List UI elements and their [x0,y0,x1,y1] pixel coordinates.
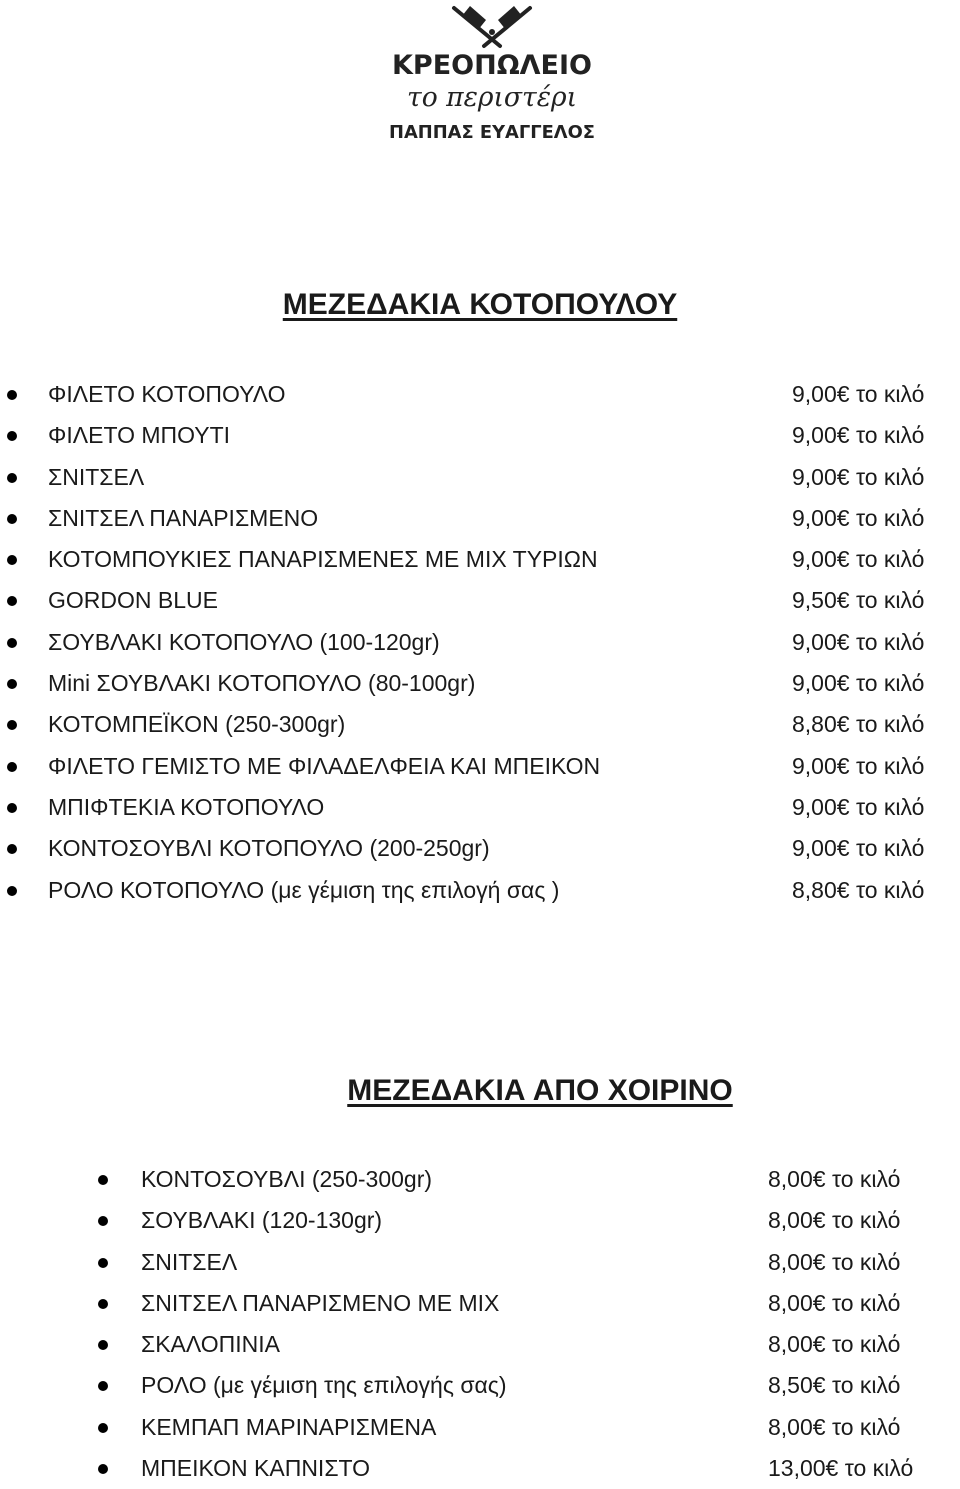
item-name: ΦΙΛΕΤΟ ΓΕΜΙΣΤΟ ΜΕ ΦΙΛΑΔΕΛΦΕΙΑ ΚΑΙ ΜΠΕΙΚΟΝ [48,752,601,779]
pork-section-title: ΜΕΖΕΔΑΚΙΑ ΑΠΟ ΧΟΙΡΙΝΟ [347,1074,733,1107]
item-price: 9,00€ το κιλό [792,463,925,490]
bullet-icon [7,514,17,524]
menu-item [0,1200,960,1241]
logo-line-2: το περιστέρι [407,82,577,113]
menu-item [0,1365,960,1406]
item-name: ΣΝΙΤΣΕΛ ΠΑΝΑΡΙΣΜΕΝΟ ΜΕ ΜΙΧ [141,1289,500,1316]
item-name: ΣΝΙΤΣΕΛ [48,463,145,490]
item-price: 8,50€ το κιλό [768,1372,901,1399]
item-price: 8,80€ το κιλό [792,711,925,738]
menu-item [0,374,960,415]
item-name: ΦΙΛΕΤΟ ΜΠΟΥΤΙ [48,422,231,449]
menu-item [0,580,960,621]
bullet-icon [7,762,17,772]
item-price: 9,00€ το κιλό [792,546,925,573]
item-price: 9,00€ το κιλό [792,422,925,449]
item-name: ΦΙΛΕΤΟ ΚΟΤΟΠΟΥΛΟ [48,381,286,407]
menu-item [0,539,960,580]
chicken-menu-list [0,374,960,911]
bullet-icon [7,679,17,689]
item-name: ΜΠΙΦΤΕΚΙΑ ΚΟΤΟΠΟΥΛΟ [48,793,325,820]
menu-item [0,415,960,456]
butcher-shop-logo [382,2,602,148]
item-name: ΚΟΤΟΜΠΕΪΚΟΝ (250-300gr) [48,711,346,738]
item-name: ΡΟΛΟ ΚΟΤΟΠΟΥΛΟ (με γέμιση της επιλογή σας ) [48,876,560,903]
item-price: 8,00€ το κιλό [768,1289,901,1316]
menu-item [0,1407,960,1448]
bullet-icon [7,555,17,565]
menu-item [0,498,960,539]
item-name: ΣΝΙΤΣΕΛ ΠΑΝΑΡΙΣΜΕΝΟ [48,504,319,531]
item-name: ΜΠΕΙΚΟΝ ΚΑΠΝΙΣΤΟ [141,1455,371,1482]
bullet-icon [98,1299,108,1309]
bullet-icon [7,596,17,606]
item-price: 9,00€ το κιλό [792,835,925,862]
item-name: ΚΟΝΤΟΣΟΥΒΛΙ (250-300gr) [141,1166,433,1192]
item-price: 13,00€ το κιλό [768,1455,914,1482]
bullet-icon [98,1340,108,1350]
menu-item [0,787,960,828]
item-name: ΣΚΑΛΟΠΙΝΙΑ [141,1331,281,1358]
bullet-icon [98,1216,108,1226]
bullet-icon [98,1175,108,1185]
item-name: ΚΕΜΠΑΠ ΜΑΡΙΝΑΡΙΣΜΕΝΑ [141,1413,437,1440]
bullet-icon [98,1464,108,1474]
item-price: 8,00€ το κιλό [768,1331,901,1358]
item-price: 9,00€ το κιλό [792,752,925,779]
menu-item [0,1448,960,1489]
bullet-icon [98,1423,108,1433]
item-name: Mini ΣΟΥΒΛΑΚΙ ΚΟΤΟΠΟΥΛΟ (80-100gr) [48,670,476,697]
item-name: ΚΟΤΟΜΠΟΥΚΙΕΣ ΠΑΝΑΡΙΣΜΕΝΕΣ ΜΕ ΜΙΧ ΤΥΡΙΩΝ [48,546,598,573]
bullet-icon [7,720,17,730]
bullet-icon [7,390,17,400]
menu-item [0,1159,960,1200]
menu-item [0,746,960,787]
item-name: GORDON BLUE [48,587,218,614]
item-price: 9,00€ το κιλό [792,670,925,697]
menu-item [0,870,960,911]
item-name: ΣΟΥΒΛΑΚΙ ΚΟΤΟΠΟΥΛΟ (100-120gr) [48,628,440,655]
bullet-icon [7,473,17,483]
item-price: 9,00€ το κιλό [792,504,925,531]
menu-item [0,1242,960,1283]
item-name: ΣΟΥΒΛΑΚΙ (120-130gr) [141,1207,383,1234]
item-price: 9,00€ το κιλό [792,628,925,655]
menu-item [0,704,960,745]
item-price: 8,80€ το κιλό [792,876,925,903]
item-price: 9,00€ το κιλό [792,381,925,407]
bullet-icon [7,431,17,441]
logo-line-3: ΠΑΠΠΑΣ ΕΥΑΓΓΕΛΟΣ [389,122,595,143]
menu-item [0,663,960,704]
item-name: ΡΟΛΟ (με γέμιση της επιλογής σας) [141,1372,507,1399]
bullet-icon [7,638,17,648]
item-price: 8,00€ το κιλό [768,1413,901,1440]
menu-item [0,1324,960,1365]
bullet-icon [7,803,17,813]
item-price: 8,00€ το κιλό [768,1248,901,1275]
item-name: ΚΟΝΤΟΣΟΥΒΛΙ ΚΟΤΟΠΟΥΛΟ (200-250gr) [48,835,490,862]
bullet-icon [7,886,17,896]
item-price: 8,00€ το κιλό [768,1207,901,1234]
item-price: 9,00€ το κιλό [792,793,925,820]
bullet-icon [98,1381,108,1391]
logo-line-1: ΚΡΕΟΠΩΛΕΙΟ [392,50,592,81]
item-price: 9,50€ το κιλό [792,587,925,614]
bullet-icon [98,1258,108,1268]
item-price: 8,00€ το κιλό [768,1166,901,1192]
menu-item [0,622,960,663]
bullet-icon [7,844,17,854]
menu-item [0,1283,960,1324]
chicken-section-title: ΜΕΖΕΔΑΚΙΑ ΚΟΤΟΠΟΥΛΟΥ [282,288,678,321]
menu-item [0,457,960,498]
pork-menu-list [0,1159,960,1489]
item-name: ΣΝΙΤΣΕΛ [141,1248,238,1275]
menu-item [0,828,960,869]
crossed-cleavers-icon [454,6,530,46]
